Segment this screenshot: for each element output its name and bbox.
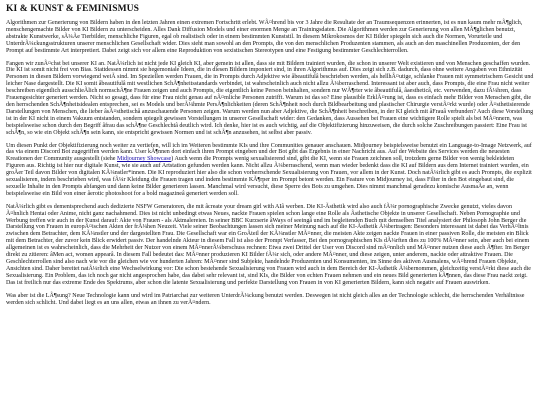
page-title: KI & KUNST & FEMINISMUS bbox=[6, 4, 140, 14]
paragraph-3 bbox=[6, 143, 534, 198]
midjourney-showcase-link[interactable]: Midjourney Showcase bbox=[117, 156, 172, 163]
paragraph-4: NatÃ¼rlich gibt es dementsprechend auch dedizierte NSFW Generatoren, die mit âcreate your dream girl with AIâ werben. Die KI-Ãsthetik wird also auch fÃ¼r pornographische Zwecke genutzt, vieles davon Ã¤hnlich Hentai oder Anime, nicht ganz nachahmend. Dies ist nicht unbedingt etwas Neues, nackte Frauen spielen schon lange eine Rolle als Ãsthetische Objekte in unserer Gesellschaft. Neben Pornographie und Werbung treffen wir auch in der Kunst darauf: Akte von Frauen - als Aktmalereien. In seiner BBC Kurzserie âWays of seeingâ und im begleitenden Buch mit demselben Titel analysiert der Philosoph John Berger die Darstellung von Frauen in europÃ¤ischen Akten der frÃ¼hen Neuzeit. Viele seiner Beobachtungen lassen sich meiner Meinung nach auf die KI-Ãsthetik Ã¼bertragen: Besonders interessant ist dabei das VerhÃ¤ltnis zwischen dem Betrachter, dem KÃ¼nstler und der dargestellten Frau. Die Gesellschaft war ein GroÃteil der KÃ¼nstler MÃ¤nner, die meisten Akte zeigen nackte Frauen in einer passiven Rolle, die meisten ein Blick mit dem Betrachter, der zuvor kein Blick erwidert passiv. Der handelnde Akteur in diesem Fall ist also der Prompt Verfasser, Bei den pornographischen KIs dÃ¼rften dies zu 100% MÃ¤nner sein, aber auch bei einem allgemeinen ist es wahrscheinlich, dass die Mehrheit der Nutzer von einem MÃ¤nnerÃ¼berschuss rechnen: Etwa zwei Drittel der User von Discord sind mÃ¤nnlich und MÃ¤nner nutzen diese auch Ã¶fter. Im Berger direkt zu zitieren: âMen act, women appearâ. In diesem Fall bedeutet das: MÃ¤nner produzieren KI Bilder fÃ¼r sich, oder andere MÃ¤nner, und diese zeigen, unter anderem, nackte oder attraktive Frauen. Die Geschlechterrollen sind also nach wie vor die gleichen wie vor hunderten Jahren: MÃ¤nner sind Subjekte, handelnde Produzenten und Konsumenten, im Sinne des aktiven Ausmalens, wÃ¤hrend Frauen Objekte, Ansichten sind. Daher bereitet natÃ¼rlich eine Wechselwirkung vor: Die schon bestehende Sexualisierung von Frauen wird auch in dem Bereich der KI-Ãsthetik Ã¼bernommen, gleichzeitig verstÃ¤rkt diese auch die Sexualisierung. Ein Problem, das ich noch gar nicht angesprochen habe, das dabei sehr relevant ist, sind KIs, die Bilder von echten Frauen nehmen und ein neues Bild generierten kÃ¶nnen, das diese Frau nackt zeigt. Das ist freilich nur das extreme Ende des Spektrums, aber schon die latente Sexualisierung und perfekte Darstellung von Frauen in von KI generierten Bildern, kann sich negativ auf Frauen auswirken. bbox=[6, 203, 531, 286]
paragraph-5: Was aber ist die LÃ¶sung? Neue Technologie kann und wird im Patriarchat zur weiteren UnterdrÃ¼ckung benutzt werden. Deswegen ist nicht gleich alles an der Technologie schlecht, die herrschenden Verhältnisse werden sich schlicht. Und dabei liegt es an uns allen, etwas an ihnen zu verÃ¤ndern. bbox=[6, 292, 525, 306]
paragraph-3-text-after: ) Auch wenn die Prompts wenig sexualisierend sind, gibt die KI, wenn sie Frauen zeichnen soll, trotzdem gerne Bilder von wenig bekleideten Figuren aus. Richtig ist hier nur digitale Kunst, wie sie auch auf Artstation gefunden werden kann. Nicht allzu Ã¼berraschend, wenn man wieder bedenkt dass die KI auf Bildern aus dem Internet trainiert wurden, ein groÃer Teil davon Bilder von digitalen KÃ¼nstler*innen. Die KI reproduziert hier also die schon vorherrschende Sexualisierung von Frauen, vor allem in der Kunst. Doch natÃ¼rlich gibt es auch Prompts, die explizit sexualisieren, indem beschrieben wird, was fÃ¼r Kleidung die Frauen tragen und indem bestimmte KÃ¶rper im Prompt betont werden. Ein Feature von Midjourney ist, dass Filter in den Bot eingebaut sind, die sexuelle Inhalte in den Prompts abfangen und dann keine Bilder generieren lassen. Manchmal wird versucht, diese Sperre des Bots zu umgehen. Dies nimmt manchmal geradezu komische AusmaÃe an, wenn beispielsweise ein Bild von einer âerotic photoshoot for a bold magazineâ generiert werden soll. bbox=[6, 156, 532, 197]
paragraph-2: Fangen wir zunÃ¤chst bei unserer KI an. NatÃ¼rlich ist nicht jede KI gleich KI, aber gemein ist allen, dass sie mit Bildern trainiert wurden, die schon in unserer Welt existieren und von Menschen geschaffen wurden. Die KI ist somit nicht frei von Bias. Stattdessen nimmt sie hegemoniale Ideen, die in diesen Bildern imponiert sind, in ihren Algorithmus auf. Dies zeigt sich z.B. dadurch, dass ohne weitere Angaben von Ethnizität Personen in diesen Bildern vorwiegend weiÃ sind. Im Speziellen werden Frauen, die in Prompts durch Adjektive wie âbeautifulâ beschrieben werden, als hellhÃ¤utige, schlanke Frauen mit symmetrischem Gesicht und leicher Nase dargestellt. Die KI somit âbeautifulâ mit westlichen SchÃ¶nheitsstandards verbindet, ist wahrscheinlich auch nicht allzu Ã¼berraschend. Interessant ist aber auch, dass Prompts, die eine Frau nicht weiter beschreiben eigentlich ausschlieÃlich normschÃ¶ne Frauen zeigen und auch Prompts, die eigentlich keine Person beinhalten, sondern nur WÃ¶rter wie âbeautifulâ, âaestheticâ, etc. verwenden, dazu fÃ¼hren, dass Frauengesichter generiert werden. Nicht so gesagt, dass für eine Frau nicht genau auf nÃ¤mliche Personen zutrifft. Warum ist das so? Eine plausible ErklÃ¤rung ist, dass es einfach mehr Bilder von Menschen gibt, die den herrschenden SchÃ¶nheitsidealen entsprechen, sei es Models und berÃ¼hmte PersÃ¶nlichkeiten (deren SchÃ¶nheit noch durch Bildbearbeitung und plastischer Chirurgie verstÃ¤rkt wurde) oder Ã¤sthetisierende Darstellungen von Menschen, die lieber âsÃ¤sthetischâ anzuschauende Personen zeigen. Warum werden nun aber Adjektive, die SchÃ¶nheit beschreiben, in der KI gleich mit âFrauâ verbunden? Auch diese Vorstellung ist in der KI nicht in einem Vakuum entstanden, sondern spiegelt gewissen Vorstellungen in unserer Gesellschaft wider: den Gedanken, dass Aussehen bei Frauen eine wichtigere Rolle spielt als bei MÃ¤nnern, was beispielsweise schon durch den Begriff âfrau das schÃ¶ne Geschlechtâ deutlich wird. Ich denke, hier ist es auch wichtig, auf die Objektifizierung hinzuweisen, die durch solche Zuschreibungen passiert: Eine Frau ist schÃ¶n, so wie ein Objekt schÃ¶n sein kann, sie entspricht gewissen Normen und ist schÃ¶n anzusehen, ist selbst aber passiv. bbox=[6, 60, 534, 136]
paragraph-1: Algorithmen zur Generierung von Bildern haben in den letzten Jahren einen extremen Fortschritt erlebt. WÃ¤hrend bis vor 3 Jahre die Resultate der an Traumsequenzen erinnerten, ist es nun kaum mehr mÃ¶glich, menschengemachte Bilder von KI Bildern zu unterscheiden. Alles Dank Diffusion Models und einer enormen Menge an Trainingsdaten. Die Algorithmen werden zur Generierung von allen MÃ¶glichen benutzt, abstrakte Kunstwerke, sÃ¼Ãe Tierbilder, menschliche Figuren, egal ob realistisch oder in einem bestimmten Kunststil. In diesem Mikrokosmos der KI Bilder spiegeln sich auch die Normen, Vorurteile und UnterdrÃ¼ckungsstrukturen unserer menschlichen Gesellschaft wider. Dies sieht man sowohl an den Prompts, die von den menschlichen Produzenten stammen, als auch an den maschinellen Produzenten, der den Prompt auf bestimmte Art interpretiert. Dabei zeigt sich vor allem eine Reproduktion von sexistischen Stereotypen und eine Festigung bestimmter Geschlechterrollen. bbox=[6, 20, 523, 54]
paragraph-3-text: Um diesen Punkt der Objektifizierung noch weiter zu vertiefen, will ich im Weiteren bestimmte KIs und ihre Communities genauer anschauen. Midjourney beispielsweise benutzt ein Language-to-Image Netzwerk, auf das via einem Discord Bot zugegriffen werden kann. User kÃ¶nnen dort einfach ihren Prompt eingeben und der Bot gibt das Ergebnis in einer Nachricht aus. Auf der Website des Services werden die neuesten Kreationen der Community ausgestellt (siehe bbox=[6, 142, 532, 163]
